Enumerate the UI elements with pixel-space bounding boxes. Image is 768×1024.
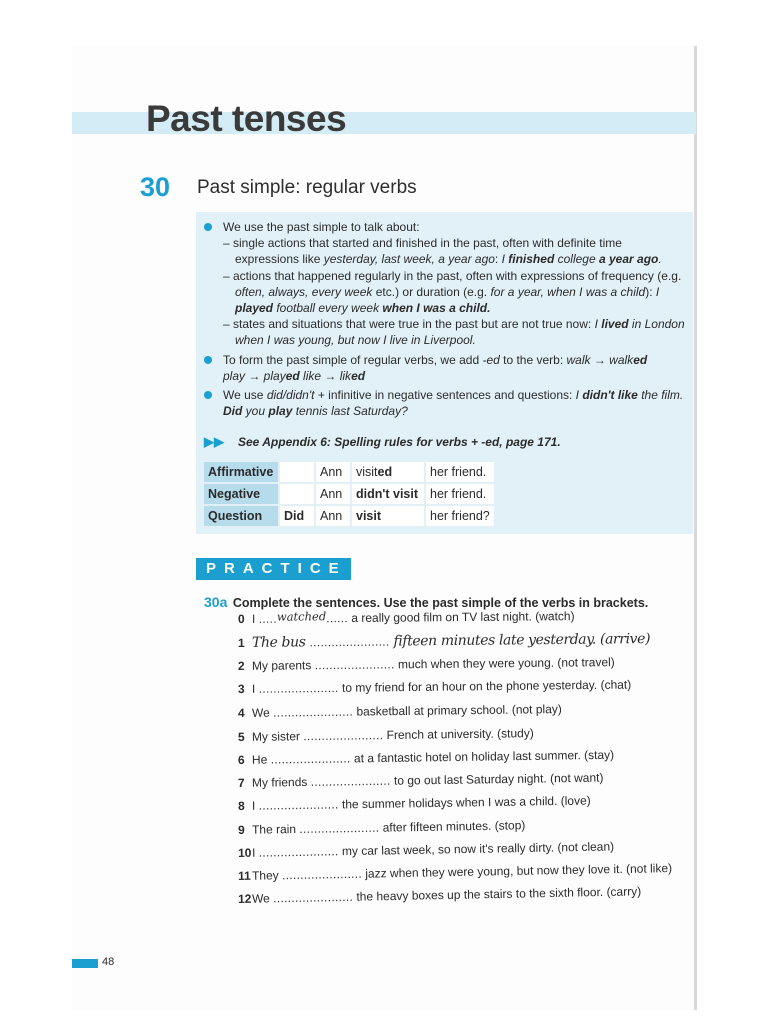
verb-stem: visit [356,465,378,479]
text-run: lived [601,317,629,332]
rule-1-a [223,235,689,267]
object-cell: her friend. [425,483,495,505]
did-cell: Did [279,505,315,527]
text-run: : [494,252,502,267]
table-row [204,462,495,483]
text-run: for a year, when I was a child [490,284,646,299]
item-text-after: French at university. (study) [383,726,534,743]
did-cell [279,483,315,505]
answer-text: watched [276,609,327,624]
item-text-after: the summer holidays when I was a child. (love) [338,793,591,812]
answer-gap: ...................... [303,728,384,744]
did-cell [279,462,315,483]
exercise-item [238,609,575,626]
verb-ending: ed [377,465,393,479]
item-text-before: They [251,868,283,883]
page-number: 48 [102,956,115,968]
item-text-after: jazz when they were young, but now they love it. (not like) [361,861,673,881]
item-text-after: at a fantastic hotel on holiday last summer. (stay) [350,747,615,766]
verb-table [204,462,496,528]
rule-1-c [223,316,689,348]
answer-gap: ...................... [258,680,339,696]
item-text-after: after fifteen minutes. (stop) [379,818,526,835]
text-run: We use [223,388,267,403]
unit-title: Past simple: regular verbs [197,177,417,198]
item-number: 1 [237,635,245,650]
item-text-before: I [251,798,259,813]
grammar-rules [204,219,689,419]
answer-gap: ...................... [299,820,380,836]
text-run: didn't like [582,388,638,403]
verb-cell [351,483,425,505]
text-run: Did [223,404,243,419]
text-run: yesterday, last week, a year ago [323,252,495,267]
item-text-after: much when they were young. (not travel) [394,655,615,672]
chapter-title: Past tenses [146,98,347,139]
text-run: etc.) or duration (e.g. [372,284,491,299]
practice-banner: PRACTICE [196,558,351,580]
text-run: – states and situations that were true in the past but are not true now: [223,317,595,332]
rule-1-b [223,268,689,317]
text-run: football every week [273,301,383,316]
item-number: 3 [237,681,245,696]
rule-3-text [223,388,683,418]
text-run: ed [633,352,648,367]
appendix-note [204,434,561,450]
bullet-icon [204,223,212,231]
rule-2-text [223,353,647,367]
verb-cell [351,462,425,483]
text-run: to the verb: [499,352,567,367]
text-run: when I was a child. [382,301,491,316]
double-arrow-icon: ▶▶ [204,434,224,449]
item-text-before: The rain [251,821,300,837]
answer-gap: ...................... [281,866,363,883]
answer-gap: ...................... [270,751,351,767]
object-cell: her friend? [425,505,495,527]
answer-gap: ..... [258,611,277,626]
row-label: Affirmative [204,462,279,483]
verb-stem: visit [356,509,382,523]
rule-1 [204,219,689,349]
text-run: -ed [482,352,500,367]
item-number: 6 [237,752,245,767]
item-text-after: to go out last Saturday night. (not want) [390,770,604,788]
subject-cell: Ann [315,505,351,527]
item-text-after: my car last week, so now it's really dirty. (not clean) [338,839,615,859]
subject-cell: Ann [315,483,351,505]
text-run: I [655,284,660,299]
bullet-icon [204,356,212,364]
text-run: like → lik [299,368,352,383]
text-run: ): [645,284,656,299]
text-run: play → play [223,368,286,383]
text-run: the film. [637,388,684,403]
text-run: walk → walk [566,352,634,367]
table-row [204,483,495,505]
answer-gap: ...................... [310,773,391,789]
rule-2 [204,352,689,384]
rule-2-examples [223,369,365,383]
rule-1-intro: We use the past simple to talk about: [223,220,420,234]
exercise-instruction: Complete the sentences. Use the past simple of the verbs in brackets. [232,596,649,610]
answer-gap: ...... [326,611,349,626]
appendix-text: See Appendix 6: Spelling rules for verbs + -ed, page 171. [238,435,561,449]
item-text-after: to my friend for an hour on the phone yesterday. (chat) [338,677,632,695]
unit-number: 30 [140,172,171,202]
table-row [204,505,495,527]
text-run: I [594,317,602,332]
text-run: played [235,301,274,316]
item-text-after: a really good film on TV last night. (watch) [347,609,575,626]
item-text-before: We [251,705,274,720]
text-run: you [242,404,269,419]
bullet-icon [204,391,212,399]
answer-gap: ...................... [273,704,354,720]
text-run: college [554,252,599,267]
answer-gap: ...................... [314,657,395,673]
text-run: finished [508,252,555,267]
text-run: + infinitive in negative sentences and questions: [314,388,576,403]
item-text-before: I [251,611,259,626]
text-run: – single actions that started and finished in the past, often with definite time expressions like [223,236,622,267]
item-text-before: My parents [251,658,315,673]
item-number: 11 [237,868,251,883]
text-run: – actions that happened regularly in the past, often with expressions of frequency (e.g. [223,268,682,283]
text-run: ed [285,368,300,383]
text-run: play [268,404,293,419]
subject-cell: Ann [315,462,351,483]
text-run: did/didn't [266,388,315,403]
text-run: . [658,252,662,267]
item-number: 2 [237,658,245,673]
item-number: 9 [237,822,245,837]
item-text-after: fifteen minutes late yesterday. (arrive) [389,631,651,650]
text-run: I [501,252,509,267]
item-text-before: The bus [251,634,310,651]
text-run: often, always, every week [235,284,373,299]
exercise-number: 30a [204,594,228,610]
item-number: 5 [237,729,245,744]
item-text-before: My sister [251,729,304,744]
item-text-before: We [251,891,274,906]
exercise-heading [204,594,648,610]
item-number: 12 [237,891,252,906]
item-text-before: My friends [251,774,311,790]
item-number: 4 [237,705,245,720]
item-text-before: I [251,681,259,696]
item-text-after: the heavy boxes up the stairs to the sixth floor. (carry) [352,884,642,904]
rule-3 [204,387,689,419]
text-run: ed [351,368,366,383]
row-label: Question [204,505,279,527]
answer-gap: ...................... [309,634,390,650]
page-marker [72,959,98,968]
item-number: 0 [237,611,245,626]
object-cell: her friend. [425,462,495,483]
page-edge [694,46,697,1010]
answer-gap: ...................... [272,889,354,906]
text-run: I [575,388,583,403]
item-text-before: I [251,845,259,860]
verb-cell [351,505,425,527]
answer-gap: ...................... [258,797,339,813]
row-label: Negative [204,483,279,505]
item-number: 8 [237,798,245,813]
text-run: tennis last Saturday? [292,404,408,419]
text-run: a year ago [598,252,659,267]
item-text-before: He [251,752,271,767]
item-text-after: basketball at primary school. (not play) [352,702,562,719]
verb-stem: didn't visit [356,487,418,501]
text-run: in London when I was young, but now I live in Liverpool. [235,317,685,348]
text-run: To form the past simple of regular verbs, we add [223,352,483,367]
item-number: 7 [237,775,245,790]
answer-gap: ...................... [258,844,339,860]
item-number: 10 [237,845,252,860]
